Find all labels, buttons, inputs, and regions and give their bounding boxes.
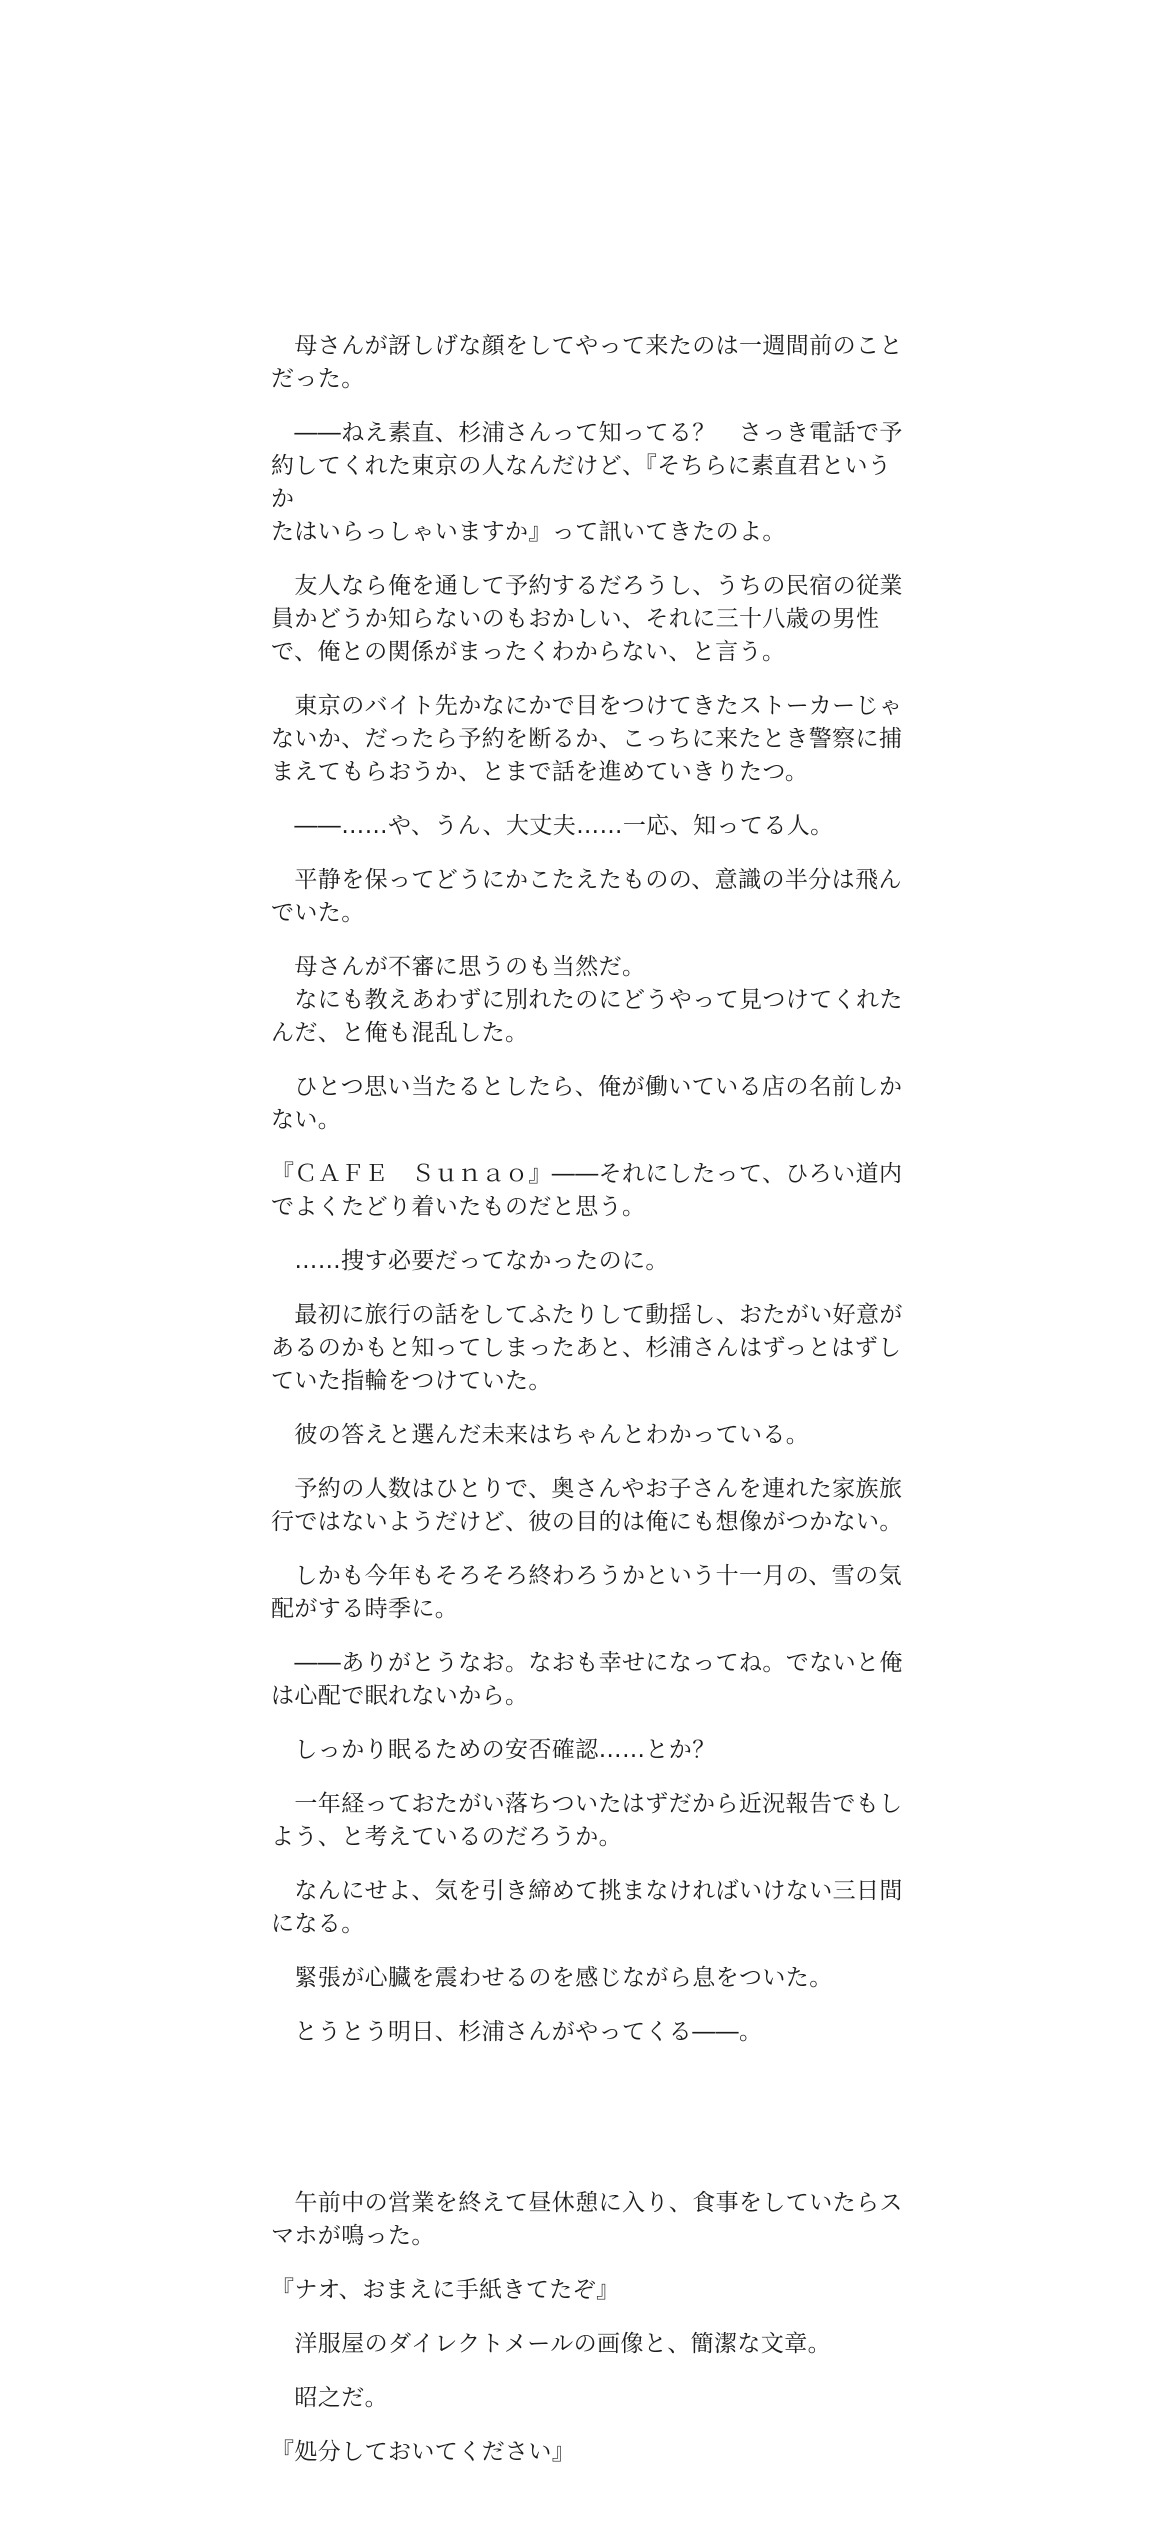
paragraph: 洋服屋のダイレクトメールの画像と、簡潔な文章。 xyxy=(271,2331,831,2357)
paragraph: 昭之だ。 xyxy=(271,2385,388,2411)
paragraph: 一年経っておたがい落ちついたはずだから近況報告でもし よう、と考えているのだろうか。 xyxy=(271,1791,903,1850)
paragraph: しっかり眠るための安否確認……とか？ xyxy=(271,1737,716,1763)
paragraph: なんにせよ、気を引き締めて挑まなければいけない三日間 になる。 xyxy=(271,1878,903,1937)
paragraph: 予約の人数はひとりで、奥さんやお子さんを連れた家族旅 行ではないようだけど、彼の目的は俺にも想像がつかない。 xyxy=(271,1476,903,1535)
paragraph: 午前中の営業を終えて昼休憩に入り、食事をしていたらス マホが鳴った。 xyxy=(271,2190,903,2249)
paragraph: 『ＣＡＦＥ Ｓｕｎａｏ』――それにしたって、ひろい道内 でよくたどり着いたものだと思う。 xyxy=(271,1161,903,1220)
paragraph: しかも今年もそろそろ終わろうかという十一月の、雪の気 配がする時季に。 xyxy=(271,1563,902,1622)
paragraph: 母さんが不審に思うのも当然だ。 なにも教えあわずに別れたのにどうやって見つけてくれた んだ、と俺も混乱した。 xyxy=(271,954,903,1046)
paragraph: ……捜す必要だってなかったのに。 xyxy=(271,1248,669,1274)
text-section-1 xyxy=(271,330,913,2049)
paragraph: ――……や、うん、大丈夫……一応、知ってる人。 xyxy=(271,813,834,839)
paragraph: 『処分しておいてください』 xyxy=(271,2439,576,2465)
paragraph: 母さんが訝しげな顔をしてやって来たのは一週間前のこと だった。 xyxy=(271,333,903,392)
reader-page[interactable] xyxy=(271,330,913,2490)
paragraph: 彼の答えと選んだ未来はちゃんとわかっている。 xyxy=(271,1422,810,1448)
paragraph: 東京のバイト先かなにかで目をつけてきたストーカーじゃ ないか、だったら予約を断るか、こっちに来たとき警察に捕 まえてもらおうか、とまで話を進めていきりたつ。 xyxy=(271,693,903,785)
text-section-2 xyxy=(271,2187,913,2469)
paragraph: 友人なら俺を通して予約するだろうし、うちの民宿の従業 員かどうか知らないのもおかしい、それに三十八歳の男性 で、俺との関係がまったくわからない、と言う。 xyxy=(271,573,903,665)
paragraph: 最初に旅行の話をしてふたりして動揺し、おたがい好意が あるのかもと知ってしまったあと、杉浦さんはずっとはずし ていた指輪をつけていた。 xyxy=(271,1302,903,1394)
paragraph: ――ありがとうなお。なおも幸せになってね。でないと俺 は心配で眠れないから。 xyxy=(271,1650,903,1709)
paragraph: ――ねえ素直、杉浦さんって知ってる？ さっき電話で予 約してくれた東京の人なんだけど、『そちらに素直君というか たはいらっしゃいますか』って訊いてきたのよ。 xyxy=(271,420,903,545)
section-break xyxy=(271,2070,913,2187)
paragraph: とうとう明日、杉浦さんがやってくる――。 xyxy=(271,2019,763,2045)
paragraph: 『ナオ、おまえに手紙きてたぞ』 xyxy=(271,2277,620,2303)
paragraph: 緊張が心臓を震わせるのを感じながら息をついた。 xyxy=(271,1965,833,1991)
paragraph: ひとつ思い当たるとしたら、俺が働いている店の名前しか ない。 xyxy=(271,1074,903,1133)
paragraph: 平静を保ってどうにかこたえたものの、意識の半分は飛ん でいた。 xyxy=(271,867,902,926)
